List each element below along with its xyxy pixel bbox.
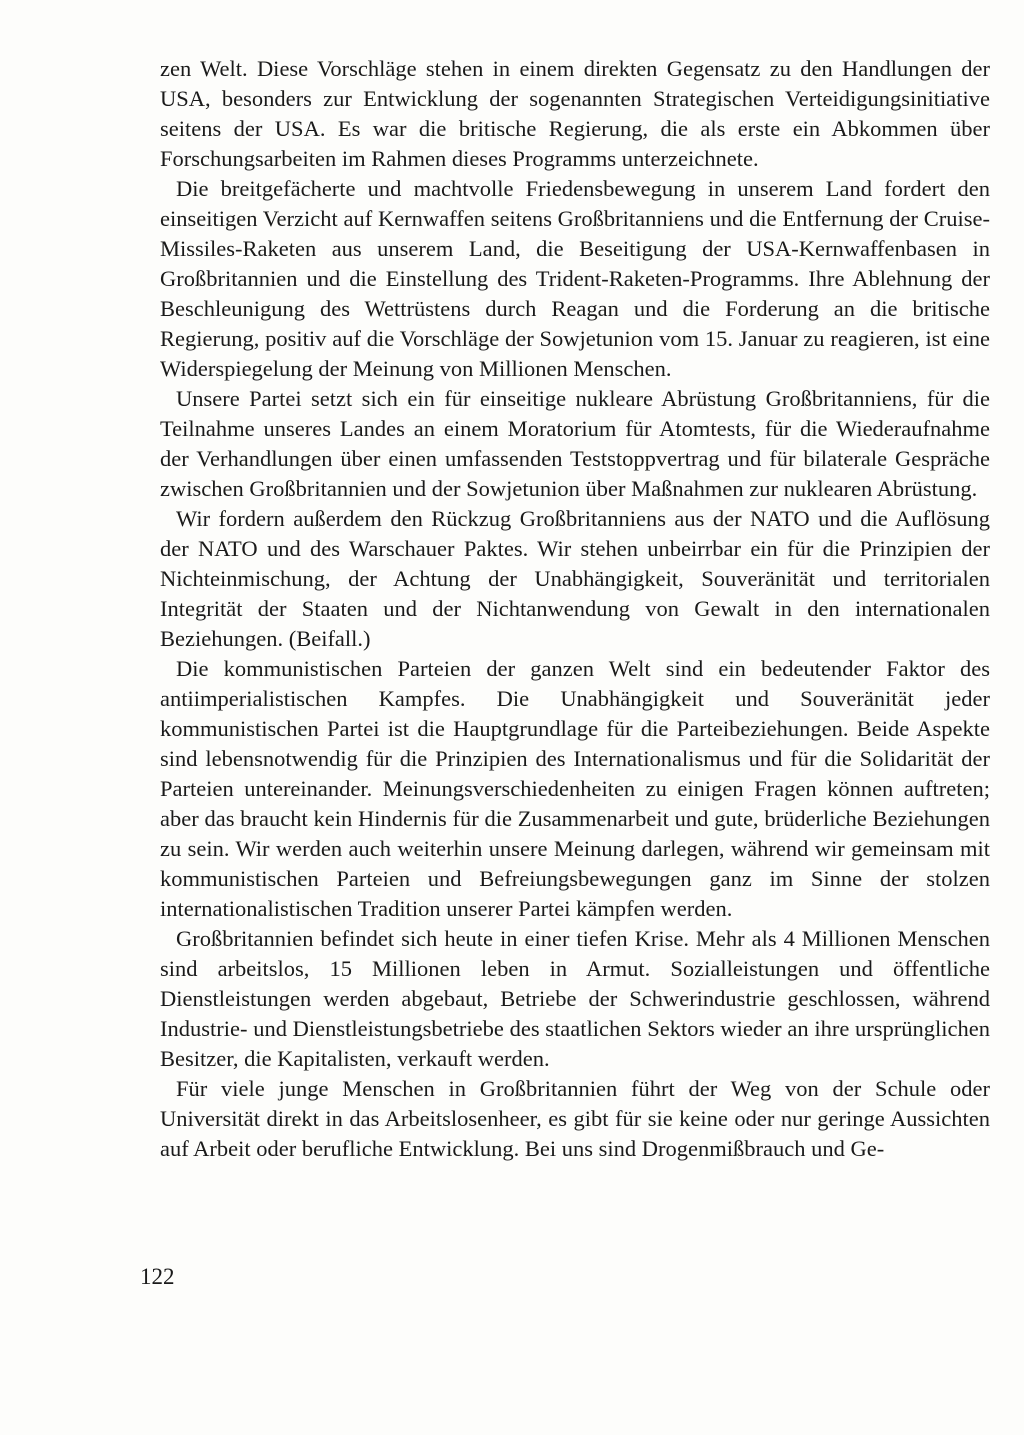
paragraph-3: Unsere Partei setzt sich ein für einseitige nukleare Abrüstung Großbritanniens, für die Teilnahme unseres Landes an einem Moratorium für Atomtests, für die Wiederaufnahme der Verhandlungen über einen umfassenden Teststoppvertrag und für bilaterale Gespräche zwischen Großbritannien und der Sowjetunion über Maßnahmen zur nuklearen Abrüstung. — [160, 386, 990, 501]
paragraph-1: zen Welt. Diese Vorschläge stehen in einem direkten Gegensatz zu den Handlungen der USA, besonders zur Entwicklung der sogenannten Strategischen Verteidigungsinitiative seitens der USA. Es war die britische Regierung, die als erste ein Abkommen über Forschungsarbeiten im Rahmen dieses Programms unterzeichnete. — [160, 56, 990, 171]
paragraph-5: Die kommunistischen Parteien der ganzen Welt sind ein bedeutender Faktor des antiimperialistischen Kampfes. Die Unabhängigkeit und Souveränität jeder kommunistischen Partei ist die Hauptgrundlage für die Parteibeziehungen. Beide Aspekte sind lebensnotwendig für die Prinzipien des Internationalismus und für die Solidarität der Parteien untereinander. Meinungsverschiedenheiten zu einigen Fragen können auftreten; aber das braucht kein Hindernis für die Zusammenarbeit und gute, brüderliche Beziehungen zu sein. Wir werden auch weiterhin unsere Meinung darlegen, während wir gemeinsam mit kommunistischen Parteien und Befreiungsbewegungen ganz im Sinne der stolzen internationalistischen Tradition unserer Partei kämpfen werden. — [160, 656, 990, 921]
page-number: 122 — [140, 1264, 175, 1289]
paragraph-4: Wir fordern außerdem den Rückzug Großbritanniens aus der NATO und die Auflösung der NATO und des Warschauer Paktes. Wir stehen unbeirrbar ein für die Prinzipien der Nichteinmischung, der Achtung der Unabhängigkeit, Souveränität und territorialen Integrität der Staaten und der Nichtanwendung von Gewalt in den internationalen Beziehungen. (Beifall.) — [160, 506, 990, 651]
paragraph-7: Für viele junge Menschen in Großbritannien führt der Weg von der Schule oder Universität direkt in das Arbeitslosenheer, es gibt für sie keine oder nur geringe Aussichten auf Arbeit oder berufliche Entwicklung. Bei uns sind Drogenmißbrauch und Ge- — [160, 1076, 990, 1161]
paragraph-6: Großbritannien befindet sich heute in einer tiefen Krise. Mehr als 4 Millionen Menschen sind arbeitslos, 15 Millionen leben in Armut. Sozialleistungen und öffentliche Dienstleistungen werden abgebaut, Betriebe der Schwerindustrie geschlossen, während Industrie- und Dienstleistungsbetriebe des staatlichen Sektors wieder an ihre ursprünglichen Besitzer, die Kapitalisten, verkauft werden. — [160, 926, 990, 1071]
body-text — [160, 54, 990, 1164]
paragraph-2: Die breitgefächerte und machtvolle Friedensbewegung in unserem Land fordert den einseitigen Verzicht auf Kernwaffen seitens Großbritanniens und die Entfernung der Cruise-Missiles-Raketen aus unserem Land, die Beseitigung der USA-Kernwaffenbasen in Großbritannien und die Einstellung des Trident-Raketen-Programms. Ihre Ablehnung der Beschleunigung des Wettrüstens durch Reagan und die Forderung an die britische Regierung, positiv auf die Vorschläge der Sowjetunion vom 15. Januar zu reagieren, ist eine Widerspiegelung der Meinung von Millionen Menschen. — [160, 176, 990, 381]
